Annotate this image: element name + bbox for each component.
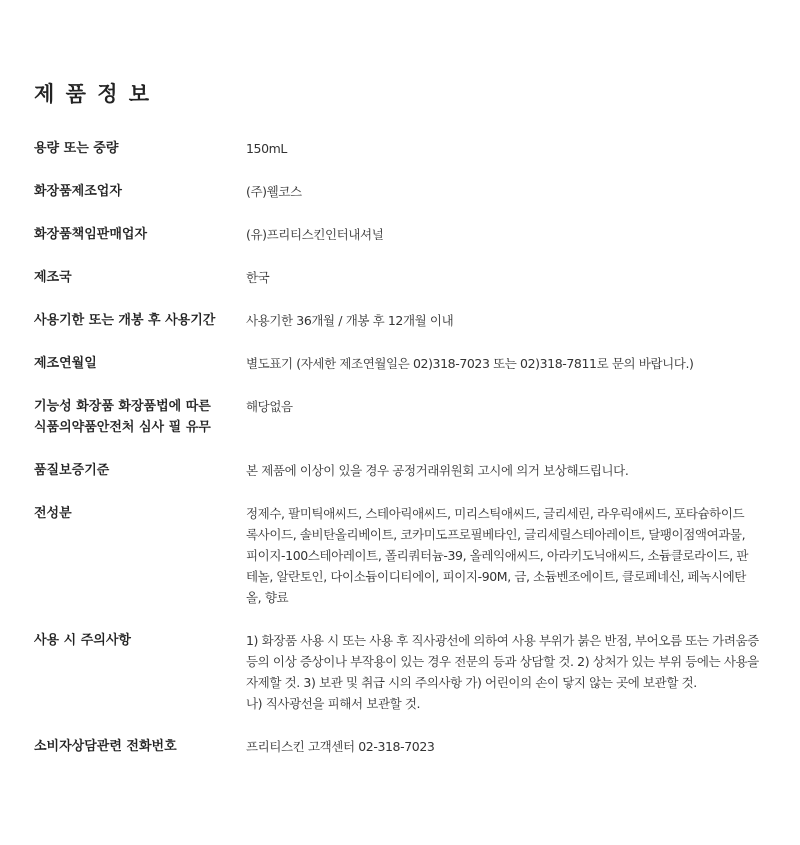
info-value: (주)웰코스 bbox=[246, 184, 302, 199]
info-value: 1) 화장품 사용 시 또는 사용 후 직사광선에 의하여 사용 부위가 붉은 반점, 부어오름 또는 가려움증 등의 이상 증상이나 부작용이 있는 경우 전문의 등과 상담할 것. 2) 상처가 있는 부위 등에는 사용을 자제할 것. 3) 보관 및 취급 시의 주의사항 가) 어린이의 손이 닿지 않는 곳에 보관할 것. 나) 직사광선을 피해서 보관할 것. bbox=[246, 633, 759, 711]
info-row-manufacturer bbox=[34, 181, 770, 202]
info-label: 기능성 화장품 화장품법에 따른 식품의약품안전처 심사 필 유무 bbox=[34, 399, 211, 435]
info-row-functional-cosmetic bbox=[34, 396, 770, 438]
info-label: 사용기한 또는 개봉 후 사용기간 bbox=[34, 313, 216, 328]
info-row-distributor bbox=[34, 224, 770, 245]
info-row-precautions bbox=[34, 630, 770, 714]
info-row-country bbox=[34, 267, 770, 288]
info-value: 해당없음 bbox=[246, 399, 293, 414]
info-value: 사용기한 36개월 / 개봉 후 12개월 이내 bbox=[246, 313, 454, 328]
info-label: 화장품제조업자 bbox=[34, 184, 122, 199]
info-label: 제조국 bbox=[34, 270, 72, 285]
info-value: 별도표기 (자세한 제조연월일은 02)318-7023 또는 02)318-7811로 문의 바랍니다.) bbox=[246, 356, 694, 371]
info-label: 사용 시 주의사항 bbox=[34, 633, 131, 648]
product-info-list bbox=[34, 138, 770, 757]
info-label: 소비자상담관련 전화번호 bbox=[34, 739, 177, 754]
info-value: 150mL bbox=[246, 141, 287, 156]
info-label: 품질보증기준 bbox=[34, 463, 110, 478]
info-value: 프리티스킨 고객센터 02-318-7023 bbox=[246, 739, 435, 754]
page-title: 제 품 정 보 bbox=[34, 82, 152, 106]
info-label: 제조연월일 bbox=[34, 356, 97, 371]
info-value: 본 제품에 이상이 있을 경우 공정거래위원회 고시에 의거 보상해드립니다. bbox=[246, 463, 629, 478]
info-row-manufacture-date bbox=[34, 353, 770, 374]
info-label: 전성분 bbox=[34, 506, 72, 521]
info-label: 용량 또는 중량 bbox=[34, 141, 119, 156]
info-row-expiry bbox=[34, 310, 770, 331]
info-row-customer-service bbox=[34, 736, 770, 757]
info-row-quality-guarantee bbox=[34, 460, 770, 481]
info-value: 정제수, 팔미틱애씨드, 스테아릭애씨드, 미리스틱애씨드, 글리세린, 라우릭애씨드, 포타슘하이드 록사이드, 솔비탄올리베이트, 코카미도프로필베타인, 글리세릴스테아레이트, 달팽이점액여과물, 피이지-100스테아레이트, 폴리쿼터늄-39, 올레익애씨드, 아라키도닉애씨드, 소듐클로라이드, 판 테놀, 알란토인, 다이소듐이디티에이, 피이지-90M, 금, 소듐벤조에이트, 클로페네신, 페녹시에탄 올, 향료 bbox=[246, 506, 749, 605]
info-label: 화장품책임판매업자 bbox=[34, 227, 148, 242]
info-row-ingredients bbox=[34, 503, 770, 608]
info-value: (유)프리티스킨인터내셔널 bbox=[246, 227, 384, 242]
info-value: 한국 bbox=[246, 270, 270, 285]
info-row-volume bbox=[34, 138, 770, 159]
